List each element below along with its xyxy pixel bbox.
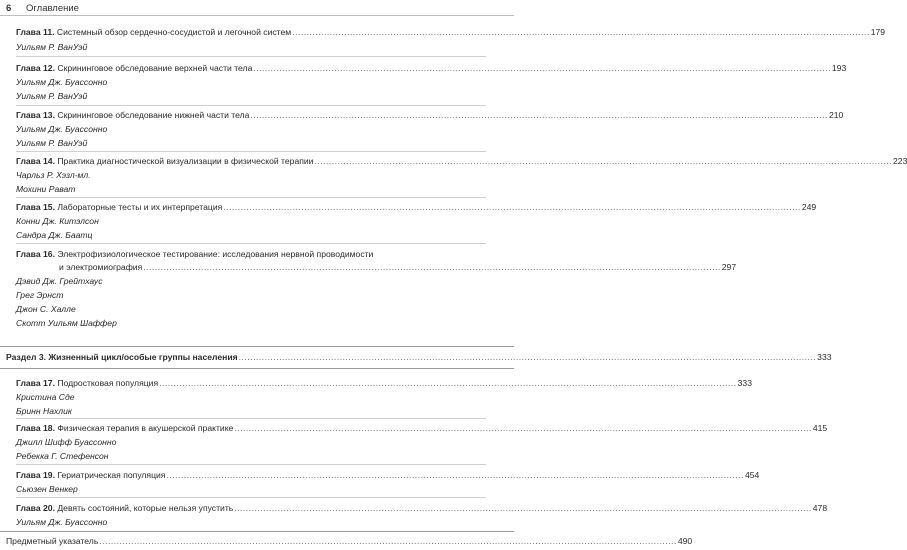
chapter-author: Чарльз Р. Хэзл-мл. [16, 170, 91, 180]
chapter-title: Физическая терапия в акушерской практике [57, 423, 234, 433]
leader-dots: ........................................................................................................................................................................................................ [314, 156, 893, 166]
chapter-author: Скотт Уильям Шаффер [16, 318, 117, 328]
chapter-title: Скрининговое обследование верхней части тела [57, 63, 253, 73]
chapter-label: Глава 17. [16, 378, 55, 388]
leader-dots: ........................................................................................................................................................................................................ [250, 110, 828, 120]
chapter-label: Глава 12. [16, 63, 55, 73]
section-divider [0, 531, 514, 532]
toc-subject-index[interactable] [6, 536, 693, 548]
chapter-author: Джилл Шифф Буассонно [16, 437, 117, 447]
section-divider [0, 368, 514, 369]
chapter-page: 193 [831, 63, 847, 73]
chapter-label: Глава 16. [16, 249, 55, 259]
leader-dots: ........................................................................................................................................................................................................ [253, 63, 831, 73]
leader-dots: ........................................................................................................................................................................................................ [234, 423, 812, 433]
chapter-title: Гериатрическая популяция [57, 470, 166, 480]
leader-dots: ........................................................................................................................................................................................................ [223, 202, 801, 212]
leader-dots: ........................................................................................................................................................................................................ [99, 536, 677, 546]
chapter-author: Мохини Рават [16, 184, 76, 194]
chapter-page: 223 [893, 156, 907, 166]
chapter-label: Глава 20. [16, 503, 55, 513]
chapter-author: Дэвид Дж. Грейтхаус [16, 276, 103, 286]
chapter-title: Системный обзор сердечно-сосудистой и легочной систем [56, 27, 292, 37]
entry-divider [16, 497, 486, 498]
chapter-page: 249 [801, 202, 817, 212]
entry-divider [16, 464, 486, 465]
chapter-title: Подростковая популяция [57, 378, 159, 388]
chapter-page: 333 [737, 378, 752, 388]
chapter-author: Сьюзен Венкер [16, 484, 78, 494]
leader-dots: ........................................................................................................................................................................................................ [292, 27, 870, 37]
index-page: 490 [677, 536, 693, 546]
chapter-author: Уильям Р. ВанУэй [16, 42, 88, 52]
chapter-page: 297 [721, 262, 737, 272]
entry-divider [16, 56, 486, 57]
section-divider [0, 346, 514, 347]
chapter-label: Глава 11. [16, 27, 55, 37]
chapter-author: Конни Дж. Китэлсон [16, 216, 99, 226]
chapter-page: 179 [870, 27, 886, 37]
chapter-author: Уильям Р. ВанУэй [16, 138, 88, 148]
running-title: Оглавление [26, 3, 79, 14]
chapter-title: Практика диагностической визуализации в физической терапии [57, 156, 314, 166]
chapter-author: Кристина Сде [16, 392, 75, 402]
chapter-label: Глава 15. [16, 202, 55, 212]
chapter-title-continued: и электромиография [59, 262, 143, 272]
section-title: Раздел 3. Жизненный цикл/особые группы населения [6, 352, 238, 362]
chapter-title: Лабораторные тесты и их интерпретация [57, 202, 223, 212]
chapter-author: Уильям Дж. Буассонно [16, 517, 108, 527]
chapter-title: Девять состояний, которые нельзя упустить [57, 503, 234, 513]
entry-divider [16, 418, 486, 419]
section-page: 333 [817, 352, 832, 362]
chapter-page: 415 [812, 423, 828, 433]
chapter-title: Электрофизиологическое тестирование: исследования нервной проводимости [57, 249, 374, 259]
index-title: Предметный указатель [6, 536, 99, 546]
chapter-author: Грег Эрнст [16, 290, 64, 300]
entry-divider [16, 151, 486, 152]
chapter-author: Бринн Нахлик [16, 406, 72, 416]
leader-dots: ........................................................................................................................................................................................................ [238, 352, 817, 362]
chapter-page: 478 [812, 503, 828, 513]
chapter-author: Джон С. Халле [16, 304, 76, 314]
leader-dots: ........................................................................................................................................................................................................ [143, 262, 721, 272]
leader-dots: ........................................................................................................................................................................................................ [166, 470, 744, 480]
chapter-label: Глава 14. [16, 156, 55, 166]
chapter-author: Уильям Р. ВанУэй [16, 91, 88, 101]
chapter-author: Уильям Дж. Буассонно [16, 124, 108, 134]
chapter-author: Уильям Дж. Буассонно [16, 77, 108, 87]
chapter-label: Глава 18. [16, 423, 55, 433]
chapter-title: Скрининговое обследование нижней части тела [57, 110, 250, 120]
leader-dots: ........................................................................................................................................................................................................ [159, 378, 737, 388]
chapter-author: Ребекка Г. Стефенсон [16, 451, 109, 461]
chapter-author: Сандра Дж. Баатц [16, 230, 93, 240]
page-number: 6 [6, 3, 12, 14]
chapter-page: 454 [745, 470, 760, 480]
chapter-label: Глава 19. [16, 470, 55, 480]
chapter-label: Глава 13. [16, 110, 55, 120]
entry-divider [16, 105, 486, 106]
chapter-page: 210 [828, 110, 844, 120]
toc-section-3[interactable] [6, 352, 832, 364]
header-rule [0, 15, 514, 16]
entry-divider [16, 243, 486, 244]
leader-dots: ........................................................................................................................................................................................................ [234, 503, 812, 513]
entry-divider [16, 197, 486, 198]
